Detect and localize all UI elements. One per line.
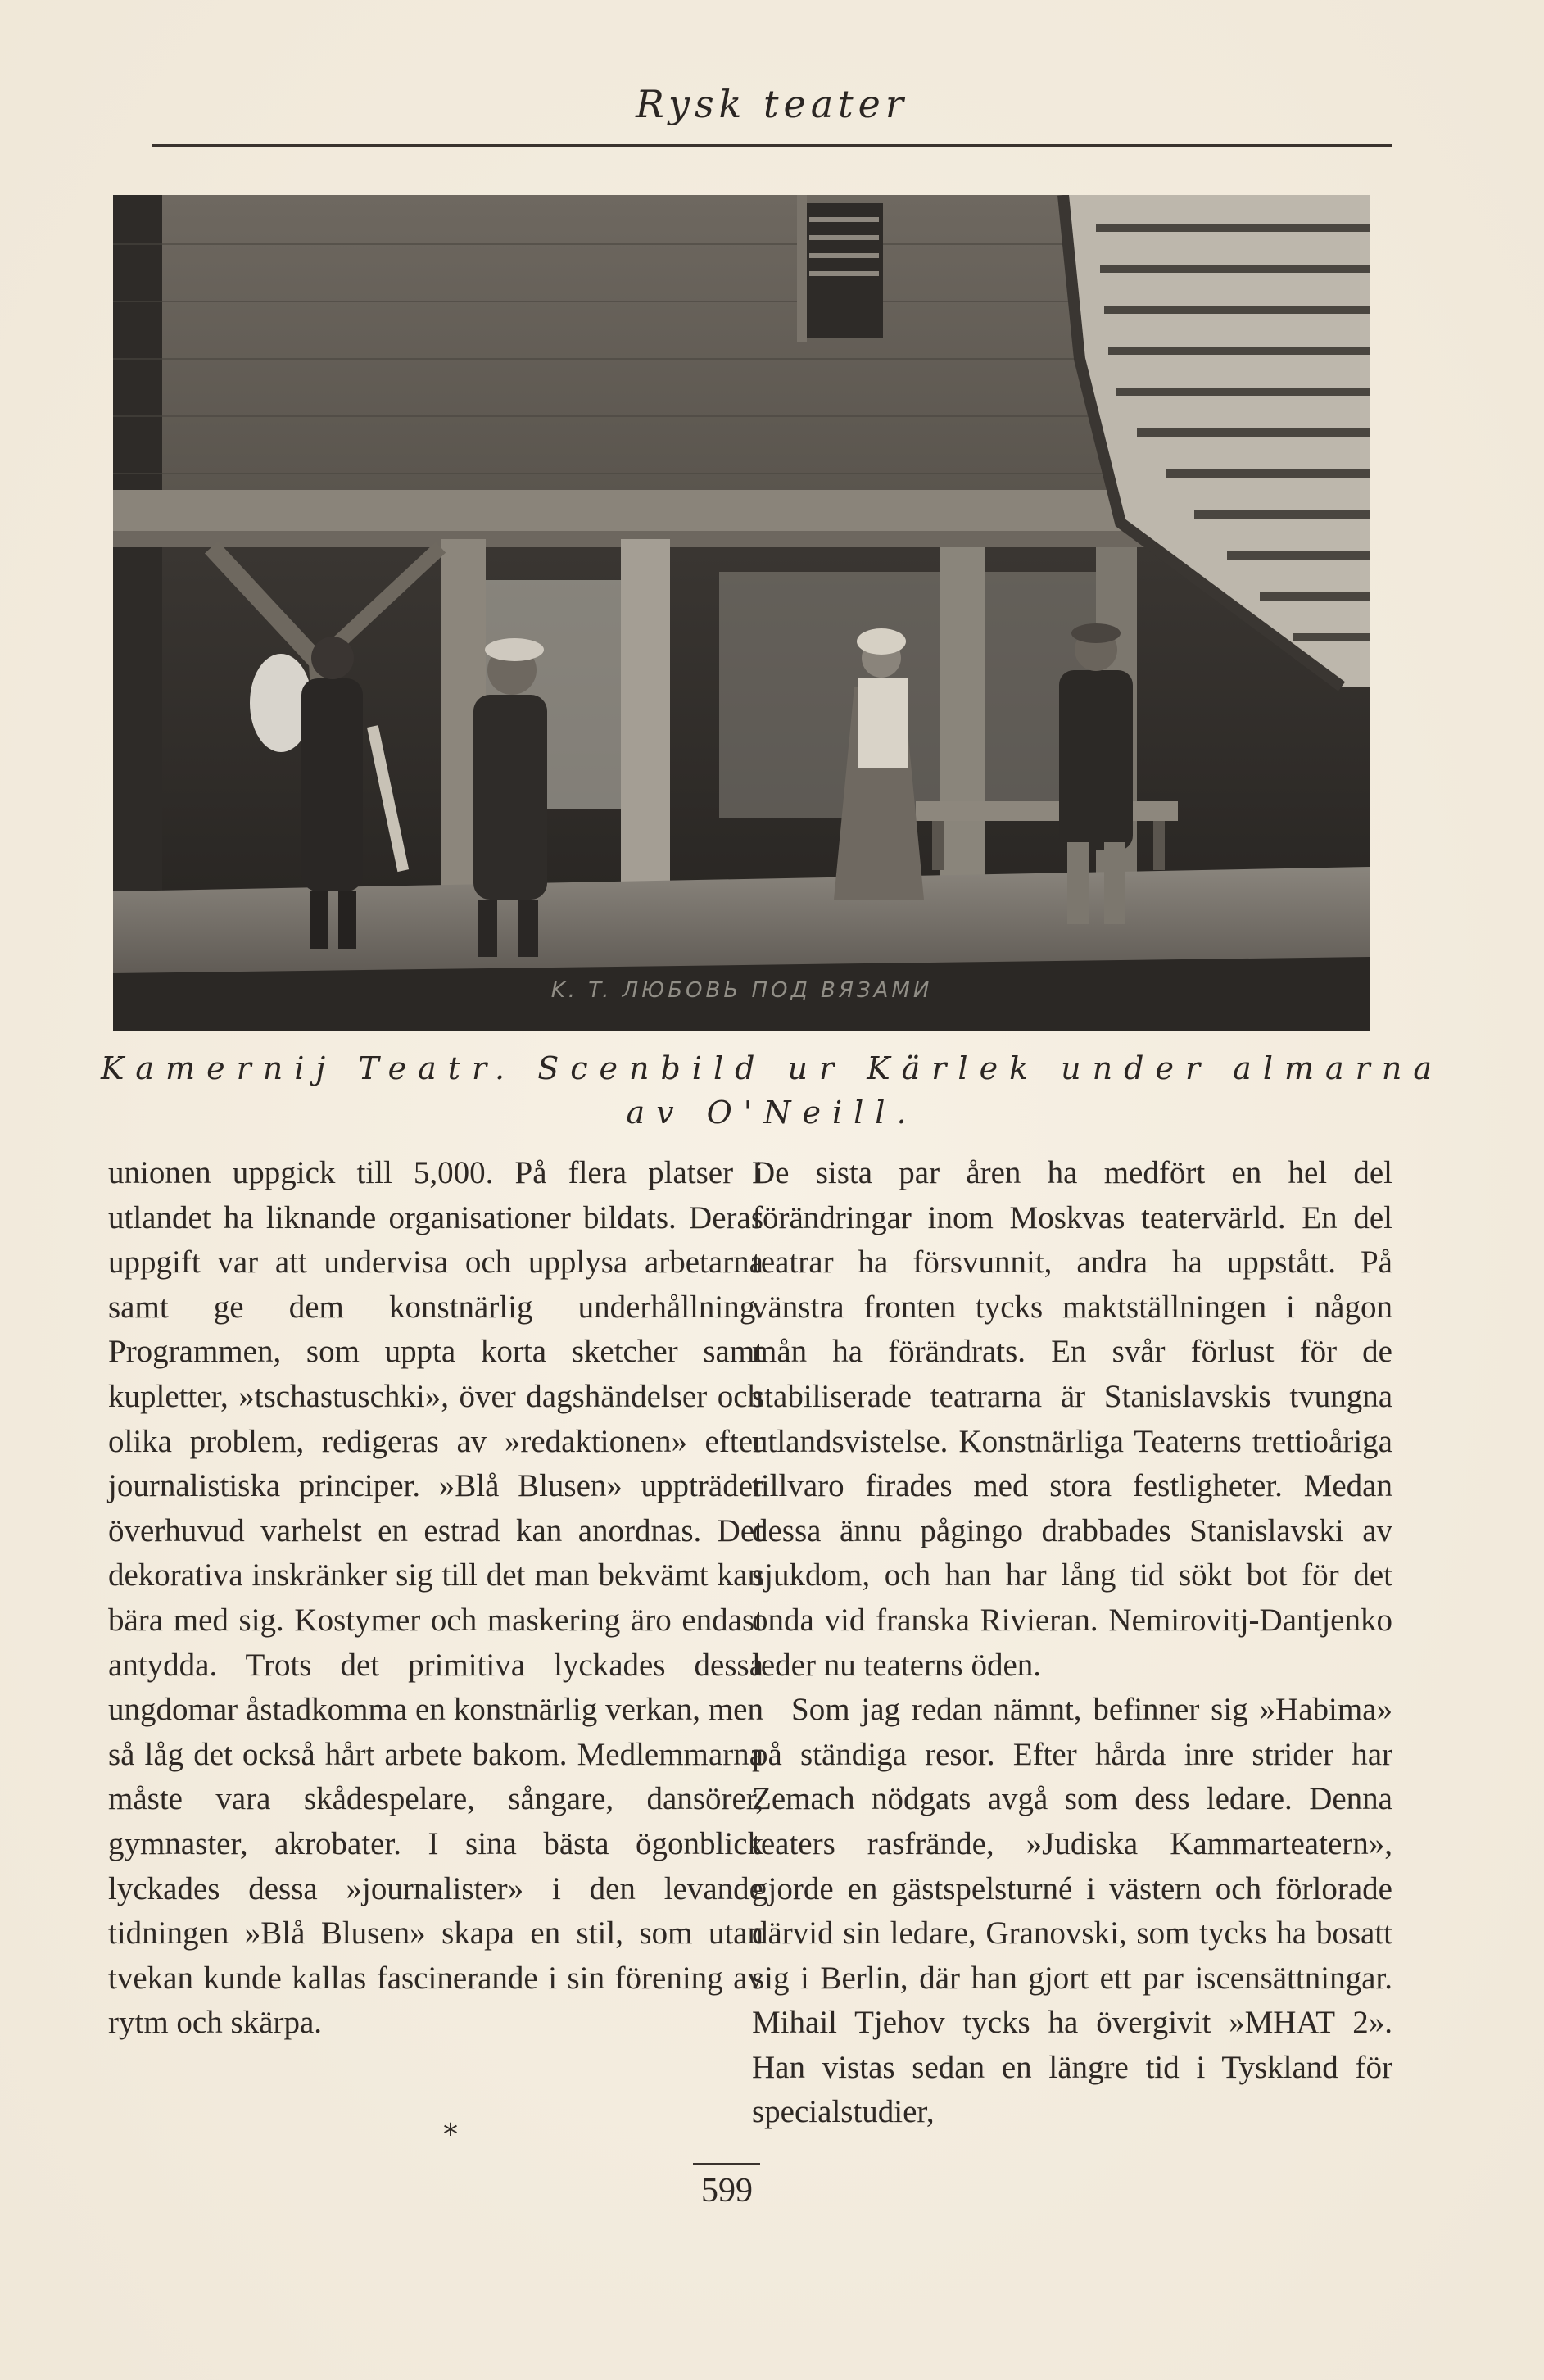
- page-number: 599: [701, 2172, 753, 2210]
- section-separator: *: [443, 2118, 458, 2151]
- header-rule: [152, 144, 1392, 147]
- paragraph: De sista par åren ha medfört en hel del förändringar inom Moskvas teatervärld. En del teatrar ha försvunnit, andra ha uppstått. På vänstra fronten tycks maktställningen i någon mån ha förändrats. En svår förlust för de stabiliserade teatrarna är Stanislavskis tvungna utlandsvistelse. Konstnärliga Teaterns trettioåriga tillvaro firades med stora festligheter. Medan dessa ännu pågingo drabbades Stanislavski av sjukdom, och han har lång tid sökt bot för det onda vid franska Rivieran. Nemirovitj-Dantjenko leder nu teaterns öden.: [752, 1155, 1392, 1683]
- right-text-column: [752, 1151, 1392, 2135]
- running-head-title: Rysk teater: [636, 82, 908, 126]
- photo-watermark: K. T. ЛЮБОВЬ ПОД ВЯЗАМИ: [550, 978, 933, 1003]
- stage-photograph: [113, 195, 1370, 1031]
- stage-photo-icon: [113, 195, 1370, 1031]
- paragraph: unionen uppgick till 5,000. På flera platser i utlandet ha liknande organisationer bildats. Deras uppgift var att undervisa och upplysa arbetarna samt ge dem konstnärlig underhållning. Programmen, som uppta korta sketcher samt kupletter, »tschastuschki», över dagshändelser och olika problem, redigeras av »redaktionen» efter journalistiska principer. »Blå Blusen» uppträder överhuvud varhelst en estrad kan anordnas. Det dekorativa inskränker sig till det man bekvämt kan bära med sig. Kostymer och maskering äro endast antydda. Trots det primitiva lyckades dessa ungdomar åstadkomma en konstnärlig verkan, men så låg det också hårt arbete bakom. Medlemmarna måste vara skådespelare, sångare, dansörer, gymnaster, akrobater. I sina bästa ögonblick lyckades dessa »journalister» i den levande tidningen »Blå Blusen» skapa en stil, som utan tvekan kunde kallas fascinerande i sin förening av rytm och skärpa.: [108, 1155, 763, 2041]
- folio-rule: [693, 2163, 760, 2165]
- left-text-column: [108, 1151, 763, 2046]
- figure-caption-line-1: Kamernij Teatr. Scenbild ur Kärlek under almarna: [101, 1050, 1443, 1086]
- figure-caption-line-2: av O'Neill.: [626, 1095, 918, 1131]
- paragraph: Som jag redan nämnt, befinner sig »Habima» på ständiga resor. Efter hårda inre strider har Zemach nödgats avgå som dess ledare. Denna teaters rasfrände, »Judiska Kammarteatern», gjorde en gästspelsturné i västern och förlorade därvid sin ledare, Granovski, som tycks ha bosatt sig i Berlin, där han gjort ett par iscensättningar. Mihail Tjehov tycks ha övergivit »MHAT 2». Han vistas sedan en längre tid i Tyskland för specialstudier,: [752, 1692, 1392, 2130]
